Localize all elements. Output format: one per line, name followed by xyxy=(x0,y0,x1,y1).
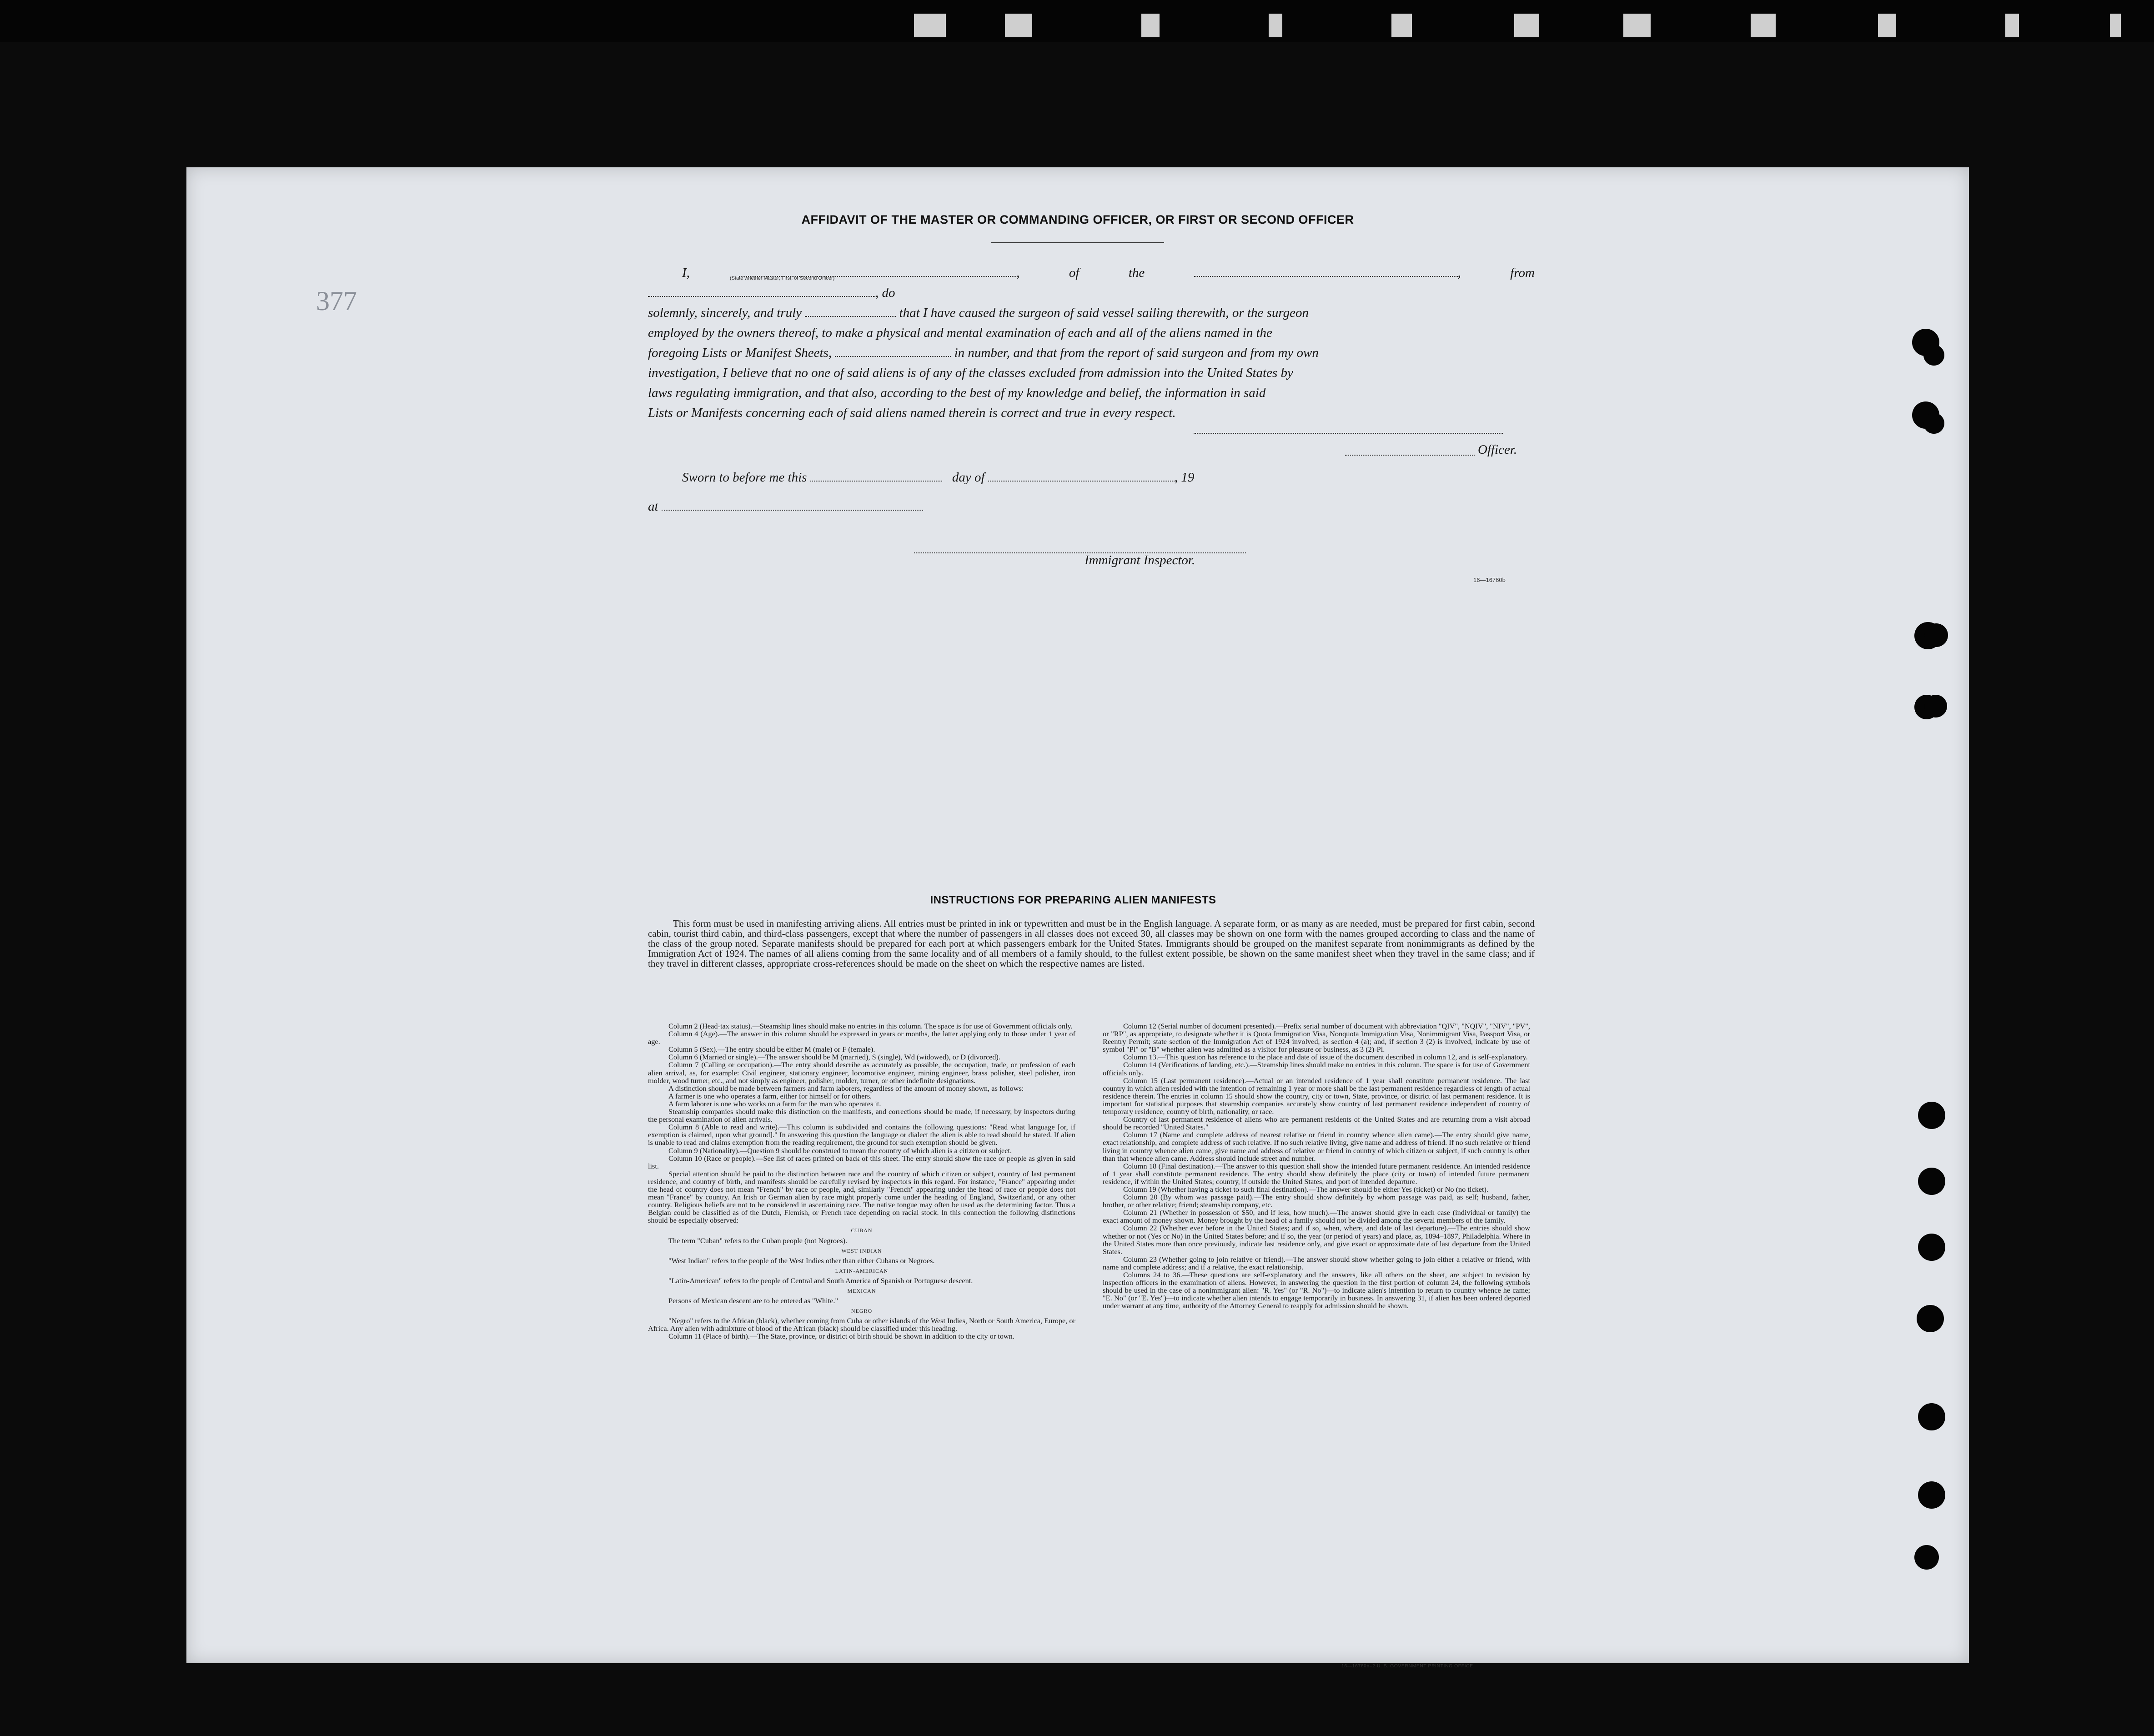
affidavit-text: , from xyxy=(1457,266,1535,280)
instruction-paragraph: Column 17 (Name and complete address of nearest relative or friend in country whence alien came).—The entry should give name, exact relationship, and complete address of such relative. If no such relative living, give name and address of friend. If no such relative or friend living in country whence alien came, give name and address of relative or friend in country of which citizen or subject, if such country is other than that whence alien came. Address should include street and number. xyxy=(1103,1130,1530,1163)
race-definition: "Latin-American" refers to the people of Central and South America of Spanish or Portuguese descent. xyxy=(668,1276,973,1285)
vessel-name-blank[interactable] xyxy=(1194,266,1458,277)
binder-hole xyxy=(1923,345,1944,366)
form-code: 16—16760b xyxy=(1473,577,1506,583)
race-heading: NEGRO xyxy=(851,1308,873,1315)
instruction-paragraph: Steamship companies should make this distinction on the manifests, and corrections should be made, if necessary, by inspectors during the personal examination of alien arrivals. xyxy=(648,1107,1075,1124)
instruction-paragraph: Special attention should be paid to the distinction between race and the country of which citizen or subject, country of last permanent residence, and country of birth, and manifests should be carefully revised by inspectors in this regard. For instance, "France" appearing under the head of country does not mean "French" by race or people, and, similarly "French" appearing under the head of race or people does not mean "France" by country. An Irish or German alien by race might properly come under the heading of England, Switzerland, or any other country. Religious beliefs are not to be considered in ascertaining race. The native tongue may often be used as the determining factor. Thus a Belgian could be classified as of the Dutch, Flemish, or French race depending on racial stock. In this connection the following distinctions should be especially observed: xyxy=(648,1169,1075,1225)
film-edge-mark xyxy=(2110,14,2121,37)
film-edge-mark xyxy=(1514,14,1539,37)
instruction-paragraph: Column 5 (Sex).—The entry should be either M (male) or F (female). xyxy=(668,1045,875,1054)
affidavit-text: foregoing Lists or Manifest Sheets, xyxy=(648,346,832,360)
binder-hole xyxy=(1914,1545,1939,1570)
affidavit-line xyxy=(648,263,1535,303)
race-heading: CUBAN xyxy=(851,1227,873,1234)
day-of-text: day of xyxy=(952,470,985,485)
film-edge-mark xyxy=(1005,14,1032,37)
sworn-text: Sworn to before me this xyxy=(682,470,807,485)
film-edge-mark xyxy=(1391,14,1412,37)
oath-blank[interactable] xyxy=(805,306,896,317)
instruction-paragraph: Column 22 (Whether ever before in the United States; and if so, when, where, and date of last departure).—The entries should show whether or not (Yes or No) in the United States before; and if so, the year (or period of years) and place, as, 1894–1897, Philadelphia. Where in the United States more than once previously, indicate last residence only, and give exact or approximate date of last departure from the United States. xyxy=(1103,1224,1530,1256)
sheet-count-blank[interactable] xyxy=(835,346,951,357)
inspector-label: Immigrant Inspector. xyxy=(1085,553,1195,567)
instructions-left-column xyxy=(648,1022,1075,1340)
affidavit-text: laws regulating immigration, and that also, according to the best of my knowledge and belief, the information in said xyxy=(648,386,1266,400)
affidavit-line xyxy=(648,343,1535,363)
film-edge-mark xyxy=(1878,14,1896,37)
instruction-paragraph: A farm laborer is one who works on a farm for the man who operates it. xyxy=(668,1099,881,1108)
instruction-paragraph: Columns 24 to 36.—These questions are self-explanatory and the answers, like all others on the sheet, are subject to revision by inspection officers in the examination of aliens. However, in answering the question in the first portion of column 24, the following symbols should be used in the case of a nonimmigrant alien: "R. Yes" (or "R. No")—to indicate alien's intention to return to country whence he came; "E. No" (or "E. Yes")—to indicate whether alien intends to engage temporarily in business. In answering 31, if alien has been ordered deported under warrant at any time, authority of the Attorney General to reapply for admission should be shown. xyxy=(1103,1270,1530,1310)
affidavit-text: investigation, I believe that no one of said aliens is of any of the classes excluded from admission into the United States by xyxy=(648,366,1293,380)
sworn-month-blank[interactable] xyxy=(988,471,1175,482)
race-definition: Persons of Mexican descent are to be entered as "White." xyxy=(668,1296,839,1305)
instruction-paragraph: Column 15 (Last permanent residence).—Actual or an intended residence of 1 year shall constitute permanent residence. The last country in which alien resided with the intention of remaining 1 year or more shall be the last permanent residence regardless of length of actual residence therein. The entries in column 15 should show the country, city or town, State, province, or district of last permanent residence. It is important for statistical purposes that steamship companies accurately show country of last permanent residence independent of country of temporary residence, country of birth, nationality, or race. xyxy=(1103,1076,1530,1116)
affidavit-text: employed by the owners thereof, to make a physical and mental examination of each and all of the aliens named in the xyxy=(648,326,1272,340)
binder-hole xyxy=(1924,695,1947,717)
affidavit-body xyxy=(648,263,1535,423)
instruction-paragraph: Column 8 (Able to read and write).—This column is subdivided and contains the following questions: "Read what language [or, if exemption is claimed, upon what ground]." In answering this question the language or dialect the alien is able to read should be stated. If alien is unable to read and claims exemption from the reading requirement, the ground for such exemption should be given. xyxy=(648,1123,1075,1147)
binder-hole xyxy=(1918,1403,1945,1430)
sworn-day-blank[interactable] xyxy=(810,471,942,482)
binder-hole xyxy=(1918,1102,1945,1129)
race-definition: "Negro" refers to the African (black), whether coming from Cuba or other islands of the West Indies, North or South America, Europe, or Africa. Any alien with admixture of blood of the African (black) should be classified under this heading. xyxy=(648,1316,1075,1333)
at-text: at xyxy=(648,499,658,514)
instruction-paragraph: Column 6 (Married or single).—The answer should be M (married), S (single), Wd (widowed), or D (divorced). xyxy=(668,1053,1000,1062)
instruction-paragraph: Column 18 (Final destination).—The answer to this question shall show the intended future permanent residence. An intended residence of 1 year shall constitute permanent residence. The entry should show definitely the place (city or town) of intended future permanent residence, if within the United States; country, if outside the United States, and port of intended departure. xyxy=(1103,1161,1530,1186)
race-heading: WEST INDIAN xyxy=(841,1247,882,1254)
instruction-paragraph: A farmer is one who operates a farm, either for himself or for others. xyxy=(668,1091,872,1100)
instruction-paragraph: Column 10 (Race or people).—See list of races printed on back of this sheet. The entry should show the race or people as given in said list. xyxy=(648,1154,1075,1170)
sworn-line xyxy=(682,470,1194,485)
document-sheet xyxy=(186,167,1969,1669)
affidavit-text: solemnly, sincerely, and truly xyxy=(648,306,802,320)
instruction-paragraph: Column 11 (Place of birth).—The State, province, or district of birth should be shown in addition to the city or town. xyxy=(668,1332,1014,1341)
film-edge-mark xyxy=(1269,14,1282,37)
margin-note: 377 xyxy=(316,286,357,316)
instruction-paragraph: Column 4 (Age).—The answer in this column should be expressed in years or months, the latter applying only to those under 1 year of age. xyxy=(648,1029,1075,1046)
affidavit-line xyxy=(648,303,1535,323)
affidavit-text: in number, and that from the report of said surgeon and from my own xyxy=(954,346,1319,360)
officer-rank-note: (State whether Master, First, or Second Officer) xyxy=(730,276,835,281)
affidavit-text: I, xyxy=(682,266,690,280)
title-rule xyxy=(991,242,1164,243)
affidavit-text: , do xyxy=(875,286,895,300)
binder-hole xyxy=(1918,1234,1945,1261)
film-edge-mark xyxy=(1623,14,1651,37)
binder-hole xyxy=(1918,1481,1945,1509)
race-definition: "West Indian" refers to the people of the West Indies other than either Cubans or Negroes. xyxy=(668,1256,935,1265)
at-line xyxy=(648,499,923,514)
instruction-paragraph: Column 14 (Verifications of landing, etc.).—Steamship lines should make no entries in this column. The space is for use of Government officials only. xyxy=(1103,1060,1530,1077)
affidavit-text: , of the xyxy=(1016,266,1145,280)
film-edge-mark xyxy=(1751,14,1776,37)
race-heading: MEXICAN xyxy=(847,1288,876,1294)
race-definition: The term "Cuban" refers to the Cuban people (not Negroes). xyxy=(668,1236,848,1245)
binder-hole xyxy=(1923,413,1944,434)
film-edge-marks xyxy=(887,14,2151,41)
affidavit-text: that I have caused the surgeon of said vessel sailing therewith, or the surgeon xyxy=(899,306,1309,320)
instruction-paragraph: Country of last permanent residence of aliens who are permanent residents of the United States and are returning from a visit abroad should be recorded "United States." xyxy=(1103,1115,1530,1132)
instructions-right-column xyxy=(1103,1022,1530,1310)
printing-office-footer: 16—16760b–2 U. S. GOVERNMENT PRINTING OFFICE xyxy=(1341,1663,1473,1669)
instructions-intro: This form must be used in manifesting arriving aliens. All entries must be printed in ink or typewritten and must be in the English language. A separate form, or as many as are needed, must be prepared for first cabin, second cabin, tourist third cabin, and third-class passengers, except that where the number of passengers in all classes does not exceed 30, all classes may be shown on one form with the names grouped according to class and the name of the class of the group noted. Separate manifests should be prepared for each port at which passengers embark for the United States. Immigrants should be grouped on the manifest separate from nonimmigrants as defined by the Immigration Act of 1924. The names of all aliens coming from the same locality and of all members of a family should, to the fullest extent possible, be shown on the same manifest sheet when they travel in the same class; and if they travel in different classes, appropriate cross-references should be made on the sheet on which the respective names are listed. xyxy=(648,918,1535,969)
instruction-paragraph: Column 13.—This question has reference to the place and date of issue of the document described in column 12, and is self-explanatory. xyxy=(1123,1053,1528,1062)
film-edge-mark xyxy=(914,14,946,37)
binder-hole xyxy=(1918,1168,1945,1195)
instruction-paragraph: Column 9 (Nationality).—Question 9 should be construed to mean the country of which alien is a citizen or subject. xyxy=(668,1146,1012,1155)
binder-hole xyxy=(1924,623,1948,647)
instruction-paragraph: Column 2 (Head-tax status).—Steamship lines should make no entries in this column. The space is for use of Government officials only. xyxy=(668,1022,1073,1030)
instruction-paragraph: Column 19 (Whether having a ticket to such final destination).—The answer should be either Yes (ticket) or No (no ticket). xyxy=(1123,1184,1489,1194)
film-edge-mark xyxy=(1141,14,1160,37)
instruction-paragraph: Column 7 (Calling or occupation).—The entry should describe as accurately as possible, the occupation, trade, or profession of each alien arrival, as, for example: Civil engineer, stationary engineer, locomotive engineer, mining engineer, brass polisher, steel polisher, iron molder, wood turner, etc., and not simply as engineer, polisher, molder, turner, or other indefinite designations. xyxy=(648,1060,1075,1085)
race-heading: LATIN-AMERICAN xyxy=(835,1267,889,1274)
instruction-paragraph: Column 23 (Whether going to join relative or friend).—The answer should show whether going to join either a relative or friend, with name and complete address; and if a relative, the exact relationship. xyxy=(1103,1254,1530,1271)
instruction-paragraph: Column 21 (Whether in possession of $50, and if less, how much).—The answer should give in each case (individual or family) the exact amount of money shown. Money brought by the head of a family should not be divided among the several members of the family. xyxy=(1103,1208,1530,1225)
year-text: , 19 xyxy=(1174,470,1195,485)
instructions-title: INSTRUCTIONS FOR PREPARING ALIEN MANIFESTS xyxy=(930,894,1216,906)
inspector-signature-line[interactable] xyxy=(914,552,1246,553)
affidavit-text: Lists or Manifests concerning each of said aliens named therein is correct and true in every respect. xyxy=(648,406,1176,420)
port-blank[interactable] xyxy=(648,286,875,297)
officer-label: Officer. xyxy=(1478,442,1517,457)
instruction-paragraph: A distinction should be made between farmers and farm laborers, regardless of the amount of money shown, as follows: xyxy=(668,1084,1024,1093)
binder-hole xyxy=(1917,1305,1944,1332)
place-blank[interactable] xyxy=(662,500,923,511)
affidavit-title: AFFIDAVIT OF THE MASTER OR COMMANDING OFFICER, OR FIRST OR SECOND OFFICER xyxy=(801,213,1354,226)
officer-signature-line[interactable] xyxy=(1345,454,1475,456)
instruction-paragraph: Column 20 (By whom was passage paid).—The entry should show definitely by whom passage was paid, as self; husband, father, brother, or other relative; friend; steamship company, etc. xyxy=(1103,1193,1530,1209)
film-edge-mark xyxy=(2005,14,2019,37)
signature-line[interactable] xyxy=(1194,432,1503,434)
instruction-paragraph: Column 12 (Serial number of document presented).—Prefix serial number of document with abbreviation "QIV", "NQIV", "NIV", "PV", or "RP", as appropriate, to designate whether it is Quota Immigration Visa, Nonquota Immigration Visa, Nonimmigrant Visa, Passport Visa, or Reentry Permit; state section of the Immigration Act of 1924 involved, as section 4 (a); and, if section 3 (2) is involved, indicate by use of symbol "Pl" or "B" whether alien was admitted as a visitor for pleasure or business, as 3 (2)-Pl. xyxy=(1103,1022,1530,1054)
